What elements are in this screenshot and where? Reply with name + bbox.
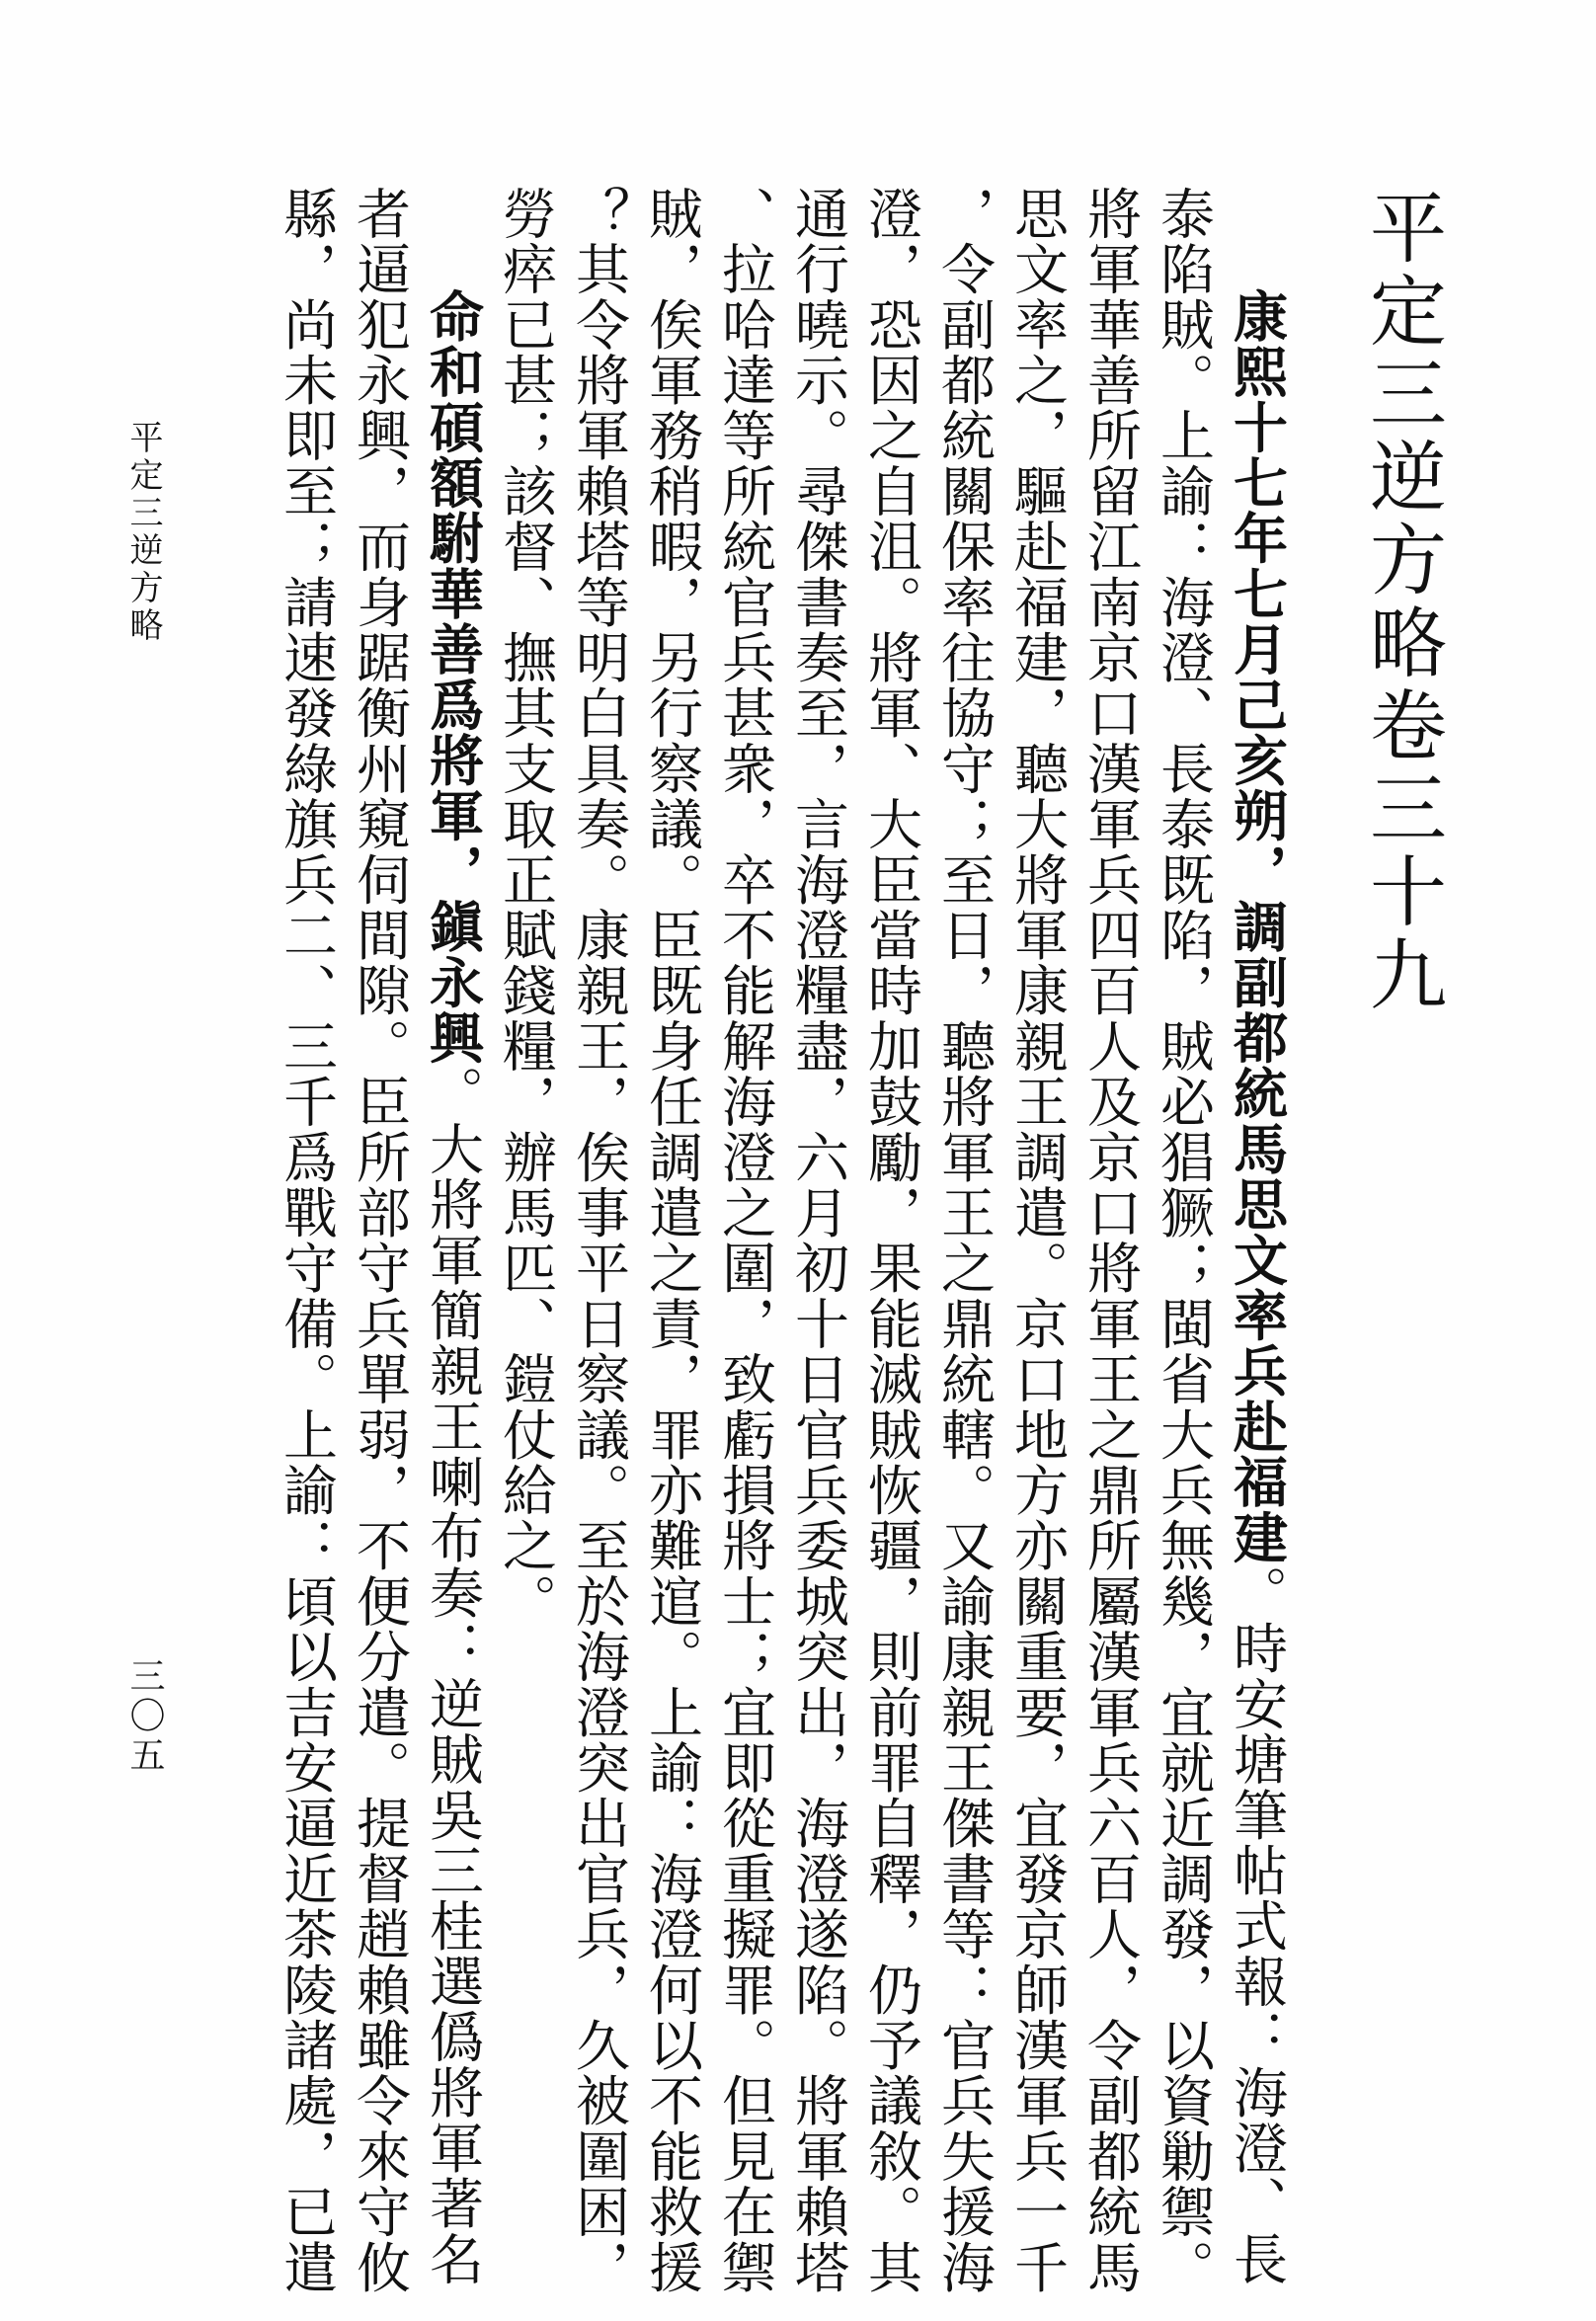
- text-column-12: [421, 288, 485, 2287]
- text-column-8: [713, 186, 776, 2295]
- text-column-7: [786, 186, 849, 2295]
- text-column-11: [494, 186, 557, 1630]
- column-text: 勞瘁已甚；該督、撫其支取正賦錢糧，辦馬匹、鎧仗給之。: [494, 186, 557, 1630]
- column-text: 縣，尚未即至；請速發綠旗兵二、三千爲戰守備。上諭：頃以吉安逼近茶陵諸處，已遣: [275, 186, 338, 2295]
- text-column-14: [275, 186, 338, 2295]
- running-title: 平定三逆方略: [123, 420, 163, 645]
- column-text: 將軍華善所留江南京口漢軍兵四百人及京口將軍王之鼎所屬漢軍兵六百人，令副都統馬: [1078, 186, 1142, 2295]
- text-column-5: [932, 186, 996, 2295]
- chapter-title: 平定三逆方略卷三十九: [1357, 188, 1446, 1017]
- column-text: ？其令將軍賴塔等明白具奏。康親王，俟事平日察議。至於海澄突出官兵，久被圍困，: [567, 186, 630, 2295]
- entry-heading: 康熙十七年七月己亥朔，調副都統馬思文率兵赴福建: [1225, 288, 1289, 1565]
- text-column-2: [1152, 186, 1215, 2295]
- column-text: 通行曉示。尋傑書奏至，言海澄糧盡，六月初十日官兵委城突出，海澄遂陷。將軍賴塔: [786, 186, 849, 2295]
- column-text: 者逼犯永興，而身踞衡州窺伺間隙。臣所部守兵單弱，不便分遣。提督趙賴雖令來守攸: [348, 186, 411, 2295]
- column-text: 。時安塘筆帖式報：海澄、長: [1225, 1564, 1288, 2287]
- column-text: 泰陷賊。上諭：海澄、長泰既陷，賊必猖獗；閩省大兵無幾，宜就近調發，以資勦禦。: [1152, 186, 1215, 2295]
- column-text: 賊，俟軍務稍暇，另行察議。臣既身任調遣之責，罪亦難逭。上諭：海澄何以不能救援: [640, 186, 703, 2295]
- column-text: 澄，恐因之自沮。將軍、大臣當時加鼓勵，果能滅賊恢疆，則前罪自釋，仍予議敘。其: [859, 186, 922, 2295]
- text-column-4: [1005, 186, 1069, 2295]
- text-column-6: [859, 186, 922, 2295]
- text-column-10: [567, 186, 630, 2295]
- text-column-3: [1078, 186, 1142, 2295]
- column-text: 。大將軍簡親王喇布奏：逆賊吳三桂選僞將軍著名: [421, 1065, 484, 2287]
- text-column-13: [348, 186, 411, 2295]
- entry-heading: 命和碩額駙華善爲將軍，鎭永興: [421, 288, 485, 1066]
- text-column-9: [640, 186, 703, 2295]
- text-column-1: [1225, 288, 1289, 2287]
- column-text: 、拉哈達等所統官兵甚衆，卒不能解海澄之圍，致虧損將士；宜即從重擬罪。但見在禦: [713, 186, 776, 2295]
- column-text: ，令副都統關保率往協守；至日，聽將軍王之鼎統轄。又諭康親王傑書等：官兵失援海: [932, 186, 996, 2295]
- page-number: 三〇五: [124, 1657, 165, 1776]
- column-text: 思文率之，驅赴福建，聽大將軍康親王調遣。京口地方亦關重要，宜發京師漢軍兵一千: [1005, 186, 1069, 2295]
